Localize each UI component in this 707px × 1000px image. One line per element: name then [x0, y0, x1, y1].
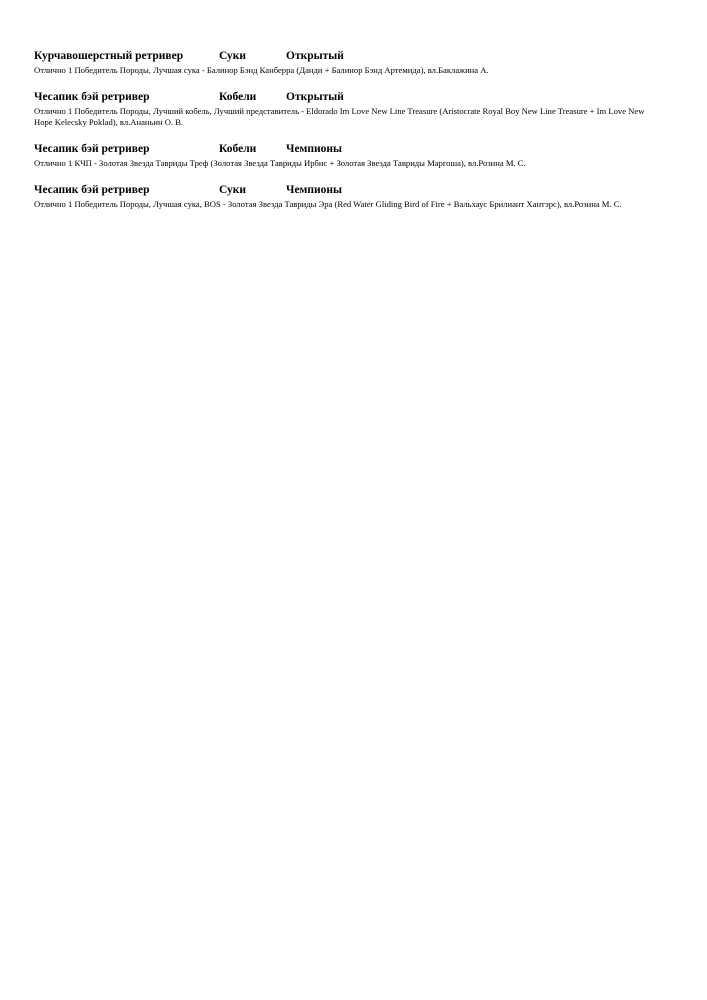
- class-label: Открытый: [286, 50, 344, 62]
- breed-name: Чесапик бэй ретривер: [34, 91, 150, 103]
- result-entry: [34, 182, 664, 210]
- sex-label: Суки: [219, 50, 247, 62]
- result-text: Отлично 1 Победитель Породы, Лучшая сука - Балинор Бэнд Канберра (Данди + Балинор Бэнд Артемида), вл.Баклажина А.: [34, 65, 489, 75]
- breed-name: Чесапик бэй ретривер: [34, 184, 150, 196]
- entry-header: [34, 141, 664, 157]
- result-text: Отлично 1 Победитель Породы, Лучшая сука, BOS - Золотая Звезда Тавриды Эра (Red Water Gliding Bird of Fire + Вальхаус Брилиант Хантэрс), вл.Розина М. С.: [34, 199, 622, 209]
- class-label: Чемпионы: [286, 143, 342, 155]
- entry-header: [34, 48, 664, 64]
- sex-label: Суки: [219, 184, 247, 196]
- results-page: [34, 48, 664, 223]
- result-entry: [34, 48, 664, 76]
- result-text: Отлично 1 Победитель Породы, Лучший кобель, Лучший представитель - Eldorado Im Love New Line Treasure (Aristocrate Royal Boy New Line Treasure + Im Love New Hope Kelecsky Poklad), вл.Ананьин О. В.: [34, 106, 645, 127]
- result-text: Отлично 1 КЧП - Золотая Звезда Тавриды Треф (Золотая Звезда Тавриды Ирбис + Золотая Звезда Тавриды Маргоша), вл.Розина М. С.: [34, 158, 526, 168]
- result-entry: [34, 141, 664, 169]
- class-label: Открытый: [286, 91, 344, 103]
- sex-label: Кобели: [219, 91, 257, 103]
- breed-name: Чесапик бэй ретривер: [34, 143, 150, 155]
- result-entry: [34, 89, 664, 128]
- entry-header: [34, 89, 664, 105]
- sex-label: Кобели: [219, 143, 257, 155]
- class-label: Чемпионы: [286, 184, 342, 196]
- entry-header: [34, 182, 664, 198]
- breed-name: Курчавошерстный ретривер: [34, 50, 184, 62]
